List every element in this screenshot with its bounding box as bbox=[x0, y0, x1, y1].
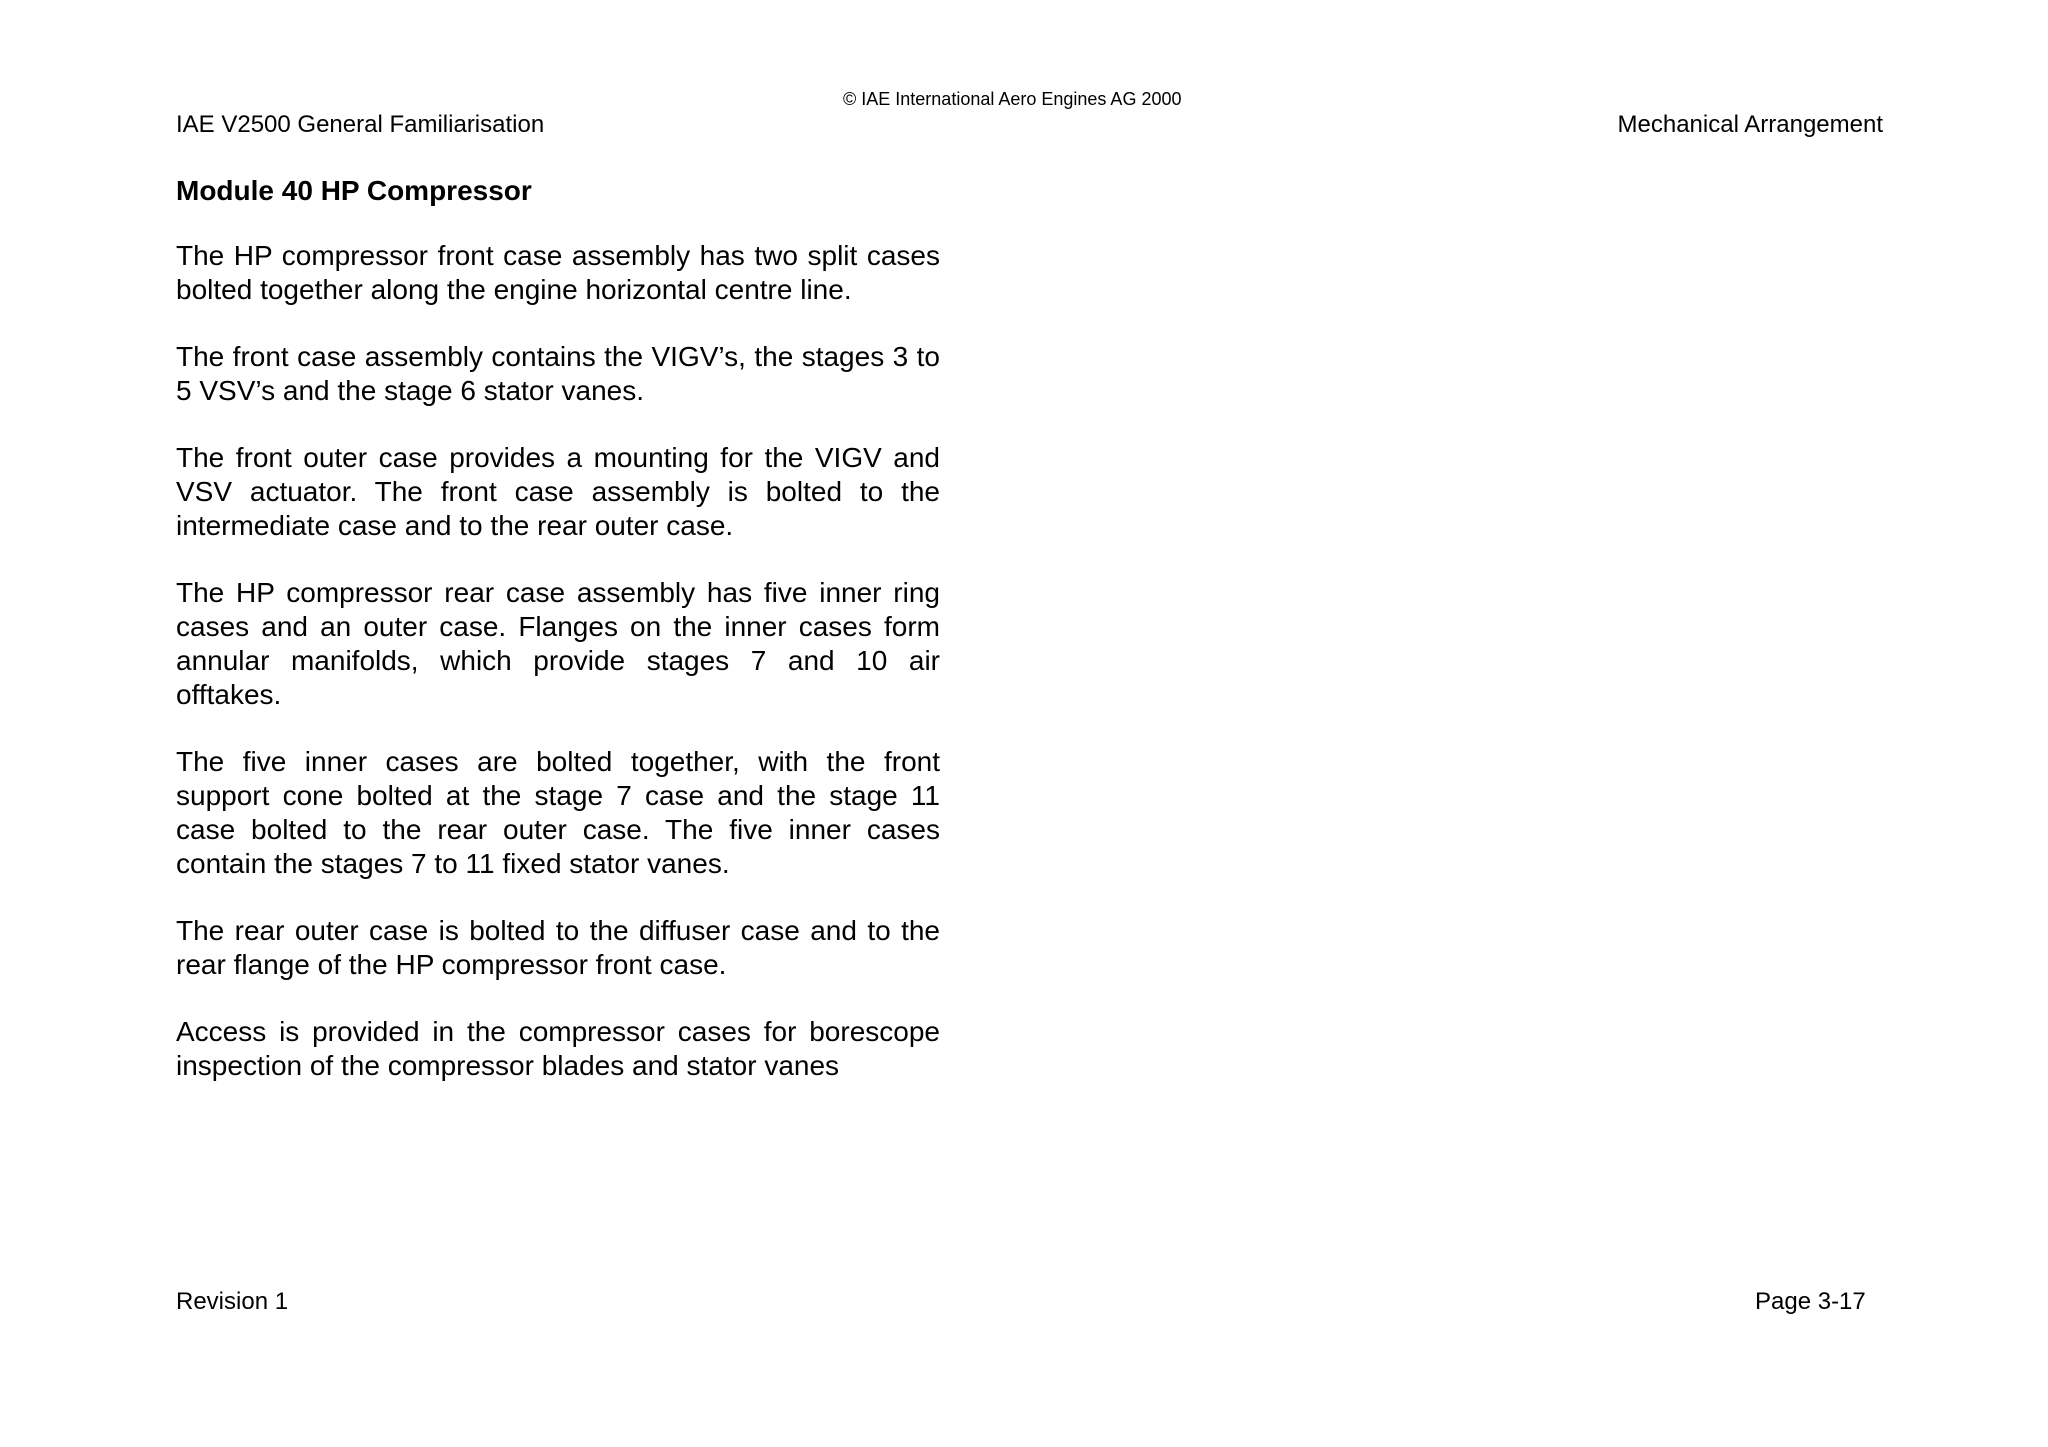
paragraph: The five inner cases are bolted together, with the front support cone bolted at the stage 7 case and the stage 11 case bolted to the rear outer case. The five inner cases contain the stages 7 to 11 fixed stator vanes. bbox=[176, 746, 940, 879]
paragraph: Access is provided in the compressor cases for borescope inspection of the compressor blades and stator vanes bbox=[176, 1016, 940, 1081]
paragraph: The front case assembly contains the VIGV’s, the stages 3 to 5 VSV’s and the stage 6 stator vanes. bbox=[176, 341, 940, 406]
paragraph: The rear outer case is bolted to the diffuser case and to the rear flange of the HP compressor front case. bbox=[176, 915, 940, 980]
paragraph: The HP compressor front case assembly has two split cases bolted together along the engine horizontal centre line. bbox=[176, 240, 940, 305]
copyright-notice: © IAE International Aero Engines AG 2000 bbox=[843, 89, 1182, 109]
revision-label: Revision 1 bbox=[176, 1288, 289, 1315]
section-title: Mechanical Arrangement bbox=[1617, 111, 1883, 138]
page-number: Page 3-17 bbox=[1755, 1288, 1866, 1315]
paragraph: The front outer case provides a mounting for the VIGV and VSV actuator. The front case assembly is bolted to the intermediate case and to the rear outer case. bbox=[176, 442, 940, 541]
page-title: Module 40 HP Compressor bbox=[176, 175, 532, 206]
document-title: IAE V2500 General Familiarisation bbox=[176, 111, 545, 138]
body-text bbox=[176, 239, 940, 1116]
paragraph: The HP compressor rear case assembly has five inner ring cases and an outer case. Flanges on the inner cases form annular manifolds, which provide stages 7 and 10 air offtakes. bbox=[176, 577, 940, 710]
